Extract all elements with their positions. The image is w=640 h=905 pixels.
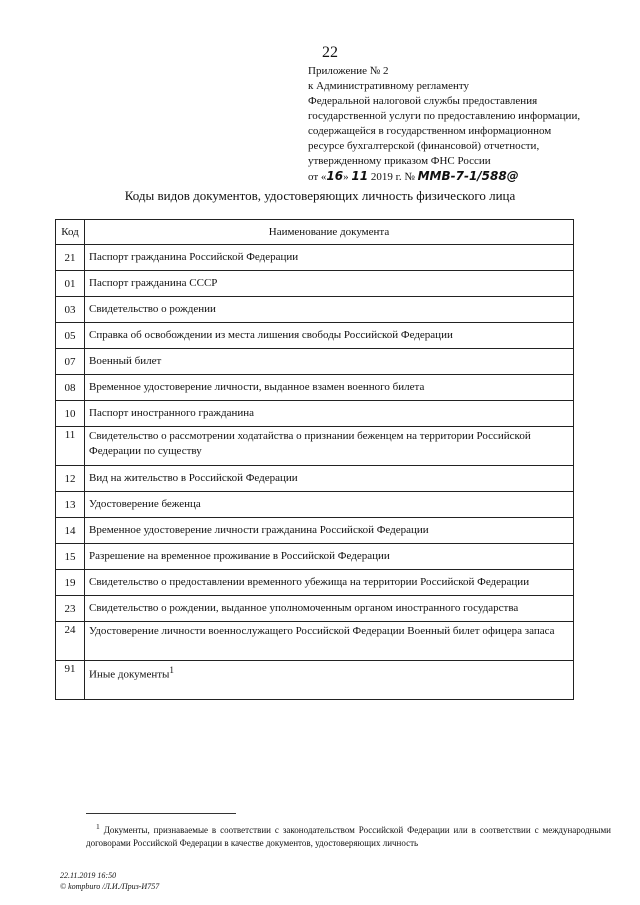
date-year: 2019 г. №	[370, 171, 415, 183]
table-row	[56, 401, 574, 427]
document-codes-table	[55, 219, 574, 700]
name-cell: Удостоверение личности военнослужащего Российской Федерации Военный билет офицера запаса	[85, 622, 574, 661]
code-cell: 12	[56, 466, 85, 492]
table-row	[56, 245, 574, 271]
code-cell: 07	[56, 349, 85, 375]
table-row	[56, 518, 574, 544]
code-cell: 03	[56, 297, 85, 323]
code-cell: 23	[56, 596, 85, 622]
footnote-reference: 1	[169, 665, 174, 675]
appendix-header	[308, 64, 628, 185]
name-cell: Справка об освобождении из места лишения свободы Российской Федерации	[85, 323, 574, 349]
date-month: 11	[351, 169, 369, 183]
footnote-text: Документы, признаваемые в соответствии с законодательством Российской Федерации или в соответствии с международными договорами Российской Федерации в качестве документов, удостоверяющих личность	[86, 825, 611, 848]
name-cell: Временное удостоверение личности, выданное взамен военного билета	[85, 375, 574, 401]
appendix-line: содержащейся в государственном информационном	[308, 125, 552, 137]
name-cell: Паспорт гражданина Российской Федерации	[85, 245, 574, 271]
code-cell: 11	[56, 427, 85, 466]
code-cell: 21	[56, 245, 85, 271]
table-row	[56, 596, 574, 622]
name-cell: Временное удостоверение личности гражданина Российской Федерации	[85, 518, 574, 544]
table-row	[56, 570, 574, 596]
name-cell: Свидетельство о предоставлении временного убежища на территории Российской Федерации	[85, 570, 574, 596]
name-cell	[85, 661, 574, 700]
table-row	[56, 271, 574, 297]
code-cell: 05	[56, 323, 85, 349]
appendix-line: Приложение № 2	[308, 65, 389, 77]
name-cell: Свидетельство о рождении	[85, 297, 574, 323]
footnote	[86, 820, 611, 850]
code-cell: 91	[56, 661, 85, 700]
table-row	[56, 492, 574, 518]
name-cell: Удостоверение беженца	[85, 492, 574, 518]
table-row	[56, 349, 574, 375]
table-row	[56, 375, 574, 401]
appendix-line: Федеральной налоговой службы предоставления	[308, 95, 538, 107]
date-prefix: от «	[308, 171, 327, 183]
table-header-row	[56, 220, 574, 245]
footnote-mark: 1	[96, 822, 100, 831]
name-text: Иные документы	[89, 668, 170, 681]
name-cell: Военный билет	[85, 349, 574, 375]
name-cell: Свидетельство о рассмотрении ходатайства о признании беженцем на территории Российской Федерации по существу	[85, 427, 574, 466]
document-title: Коды видов документов, удостоверяющих личность физического лица	[124, 188, 516, 203]
table-row	[56, 427, 574, 466]
column-header-name: Наименование документа	[85, 220, 574, 245]
code-cell: 19	[56, 570, 85, 596]
code-cell: 15	[56, 544, 85, 570]
code-cell: 14	[56, 518, 85, 544]
code-cell: 13	[56, 492, 85, 518]
code-cell: 01	[56, 271, 85, 297]
appendix-line: государственной услуги по предоставлению информации,	[308, 110, 581, 122]
table-row	[56, 544, 574, 570]
name-cell: Разрешение на временное проживание в Российской Федерации	[85, 544, 574, 570]
name-cell: Паспорт иностранного гражданина	[85, 401, 574, 427]
appendix-line: утвержденному приказом ФНС России	[308, 155, 491, 167]
table-row	[56, 622, 574, 661]
code-cell: 08	[56, 375, 85, 401]
table-row	[56, 297, 574, 323]
name-cell: Паспорт гражданина СССР	[85, 271, 574, 297]
order-number: ММВ-7-1/588@	[417, 169, 519, 183]
footer-stamp	[60, 870, 159, 892]
table-row	[56, 661, 574, 700]
code-cell: 24	[56, 622, 85, 661]
footer-operator: © kompburo /Л.И./Приз-И757	[60, 882, 160, 891]
footnote-divider	[86, 813, 236, 814]
table-row	[56, 466, 574, 492]
appendix-line: к Административному регламенту	[308, 80, 470, 92]
date-sep: »	[343, 171, 349, 183]
footer-timestamp: 22.11.2019 16:50	[60, 871, 117, 880]
name-cell: Свидетельство о рождении, выданное уполномоченным органом иностранного государства	[85, 596, 574, 622]
page-number: 22	[322, 44, 338, 61]
order-date-line	[308, 169, 628, 185]
code-cell: 10	[56, 401, 85, 427]
date-day: 16	[326, 169, 344, 183]
name-cell: Вид на жительство в Российской Федерации	[85, 466, 574, 492]
appendix-line: ресурсе бухгалтерской (финансовой) отчетности,	[308, 140, 540, 152]
column-header-code: Код	[56, 220, 85, 245]
table-row	[56, 323, 574, 349]
